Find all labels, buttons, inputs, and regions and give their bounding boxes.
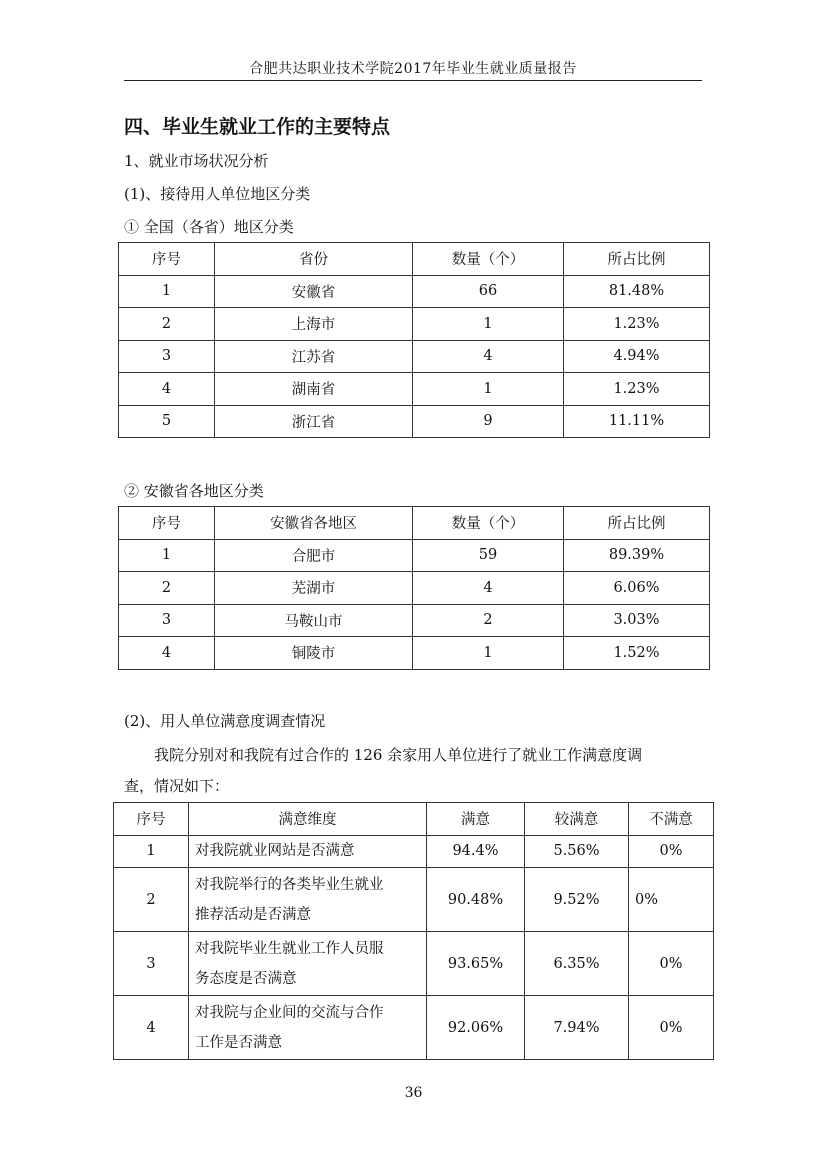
- table-cell: 浙江省: [215, 405, 413, 438]
- header-rule: [124, 80, 702, 81]
- table-cell: 马鞍山市: [215, 604, 413, 637]
- subsection-heading: (1)、接待用人单位地区分类: [124, 185, 311, 203]
- province-table: [118, 242, 710, 438]
- table-cell: 1: [413, 308, 564, 341]
- table-header-row: [119, 507, 710, 540]
- table-cell: 7.94%: [525, 996, 629, 1060]
- table-cell: 1.52%: [564, 637, 710, 670]
- intro-paragraph-line: 查，情况如下：: [124, 777, 230, 795]
- table-cell: 1.23%: [564, 373, 710, 406]
- table-cell: 上海市: [215, 308, 413, 341]
- table-cell: 2: [114, 868, 189, 932]
- table-cell: [189, 932, 427, 996]
- column-header: 所占比例: [564, 243, 710, 276]
- column-header: 满意: [427, 803, 525, 836]
- table-cell: 2: [119, 308, 215, 341]
- column-header: 较满意: [525, 803, 629, 836]
- table-cell: 6.35%: [525, 932, 629, 996]
- table-cell: 9.52%: [525, 868, 629, 932]
- table-cell: 芜湖市: [215, 572, 413, 605]
- table-row: [114, 835, 714, 868]
- column-header: 数量（个）: [413, 243, 564, 276]
- table-row: [119, 637, 710, 670]
- table-row: [119, 572, 710, 605]
- table-cell: 4: [119, 637, 215, 670]
- cell-line: 对我院与企业间的交流与合作: [195, 1004, 384, 1021]
- page-number: 36: [404, 1085, 423, 1101]
- table-row: [119, 308, 710, 341]
- table-header-row: [114, 803, 714, 836]
- table-row: [119, 405, 710, 438]
- table-caption: ① 全国（各省）地区分类: [124, 218, 294, 236]
- table-cell: 3: [114, 932, 189, 996]
- table-header-row: [119, 243, 710, 276]
- table-cell: 92.06%: [427, 996, 525, 1060]
- table-row: [119, 373, 710, 406]
- column-header: 安徽省各地区: [215, 507, 413, 540]
- table-cell: 1: [119, 275, 215, 308]
- table-cell: 5: [119, 405, 215, 438]
- table-cell: 3.03%: [564, 604, 710, 637]
- table-caption: ② 安徽省各地区分类: [124, 482, 264, 500]
- table-cell: 2: [413, 604, 564, 637]
- table-cell: 0%: [629, 868, 714, 932]
- table-cell: 93.65%: [427, 932, 525, 996]
- table-cell: 4.94%: [564, 340, 710, 373]
- table-cell: 4: [413, 572, 564, 605]
- table-cell: [189, 996, 427, 1060]
- table-cell: 9: [413, 405, 564, 438]
- table-row: [114, 996, 714, 1060]
- table-cell: 铜陵市: [215, 637, 413, 670]
- table-cell: 3: [119, 340, 215, 373]
- table-cell: 11.11%: [564, 405, 710, 438]
- table-cell: 1: [119, 539, 215, 572]
- table-cell: 66: [413, 275, 564, 308]
- table-cell: 90.48%: [427, 868, 525, 932]
- cell-line: 对我院毕业生就业工作人员服: [195, 940, 384, 957]
- table-cell: 0%: [629, 932, 714, 996]
- table-cell: 4: [413, 340, 564, 373]
- column-header: 满意维度: [189, 803, 427, 836]
- table-cell: 江苏省: [215, 340, 413, 373]
- table-cell: 0%: [629, 996, 714, 1060]
- table-row: [119, 275, 710, 308]
- cell-line: 工作是否满意: [195, 1034, 282, 1051]
- section-title: 四、毕业生就业工作的主要特点: [124, 116, 391, 138]
- satisfaction-table: [113, 802, 714, 1060]
- anhui-region-table: [118, 506, 710, 670]
- column-header: 所占比例: [564, 507, 710, 540]
- table-cell: 2: [119, 572, 215, 605]
- table-cell: 对我院就业网站是否满意: [189, 835, 427, 868]
- column-header: 省份: [215, 243, 413, 276]
- intro-paragraph-line: 我院分别对和我院有过合作的 126 余家用人单位进行了就业工作满意度调: [154, 746, 643, 764]
- cell-line: 务态度是否满意: [195, 970, 297, 987]
- table-cell: 5.56%: [525, 835, 629, 868]
- table-cell: 1: [413, 373, 564, 406]
- table-cell: 4: [114, 996, 189, 1060]
- table-cell: 3: [119, 604, 215, 637]
- table-row: [114, 868, 714, 932]
- column-header: 序号: [114, 803, 189, 836]
- column-header: 数量（个）: [413, 507, 564, 540]
- page-header: 合肥共达职业技术学院2017年毕业生就业质量报告: [249, 61, 577, 77]
- table-cell: 1: [114, 835, 189, 868]
- table-cell: 81.48%: [564, 275, 710, 308]
- table-cell: 6.06%: [564, 572, 710, 605]
- table-cell: 1.23%: [564, 308, 710, 341]
- table-cell: 安徽省: [215, 275, 413, 308]
- table-cell: 湖南省: [215, 373, 413, 406]
- table-cell: [189, 868, 427, 932]
- column-header: 序号: [119, 243, 215, 276]
- table-cell: 合肥市: [215, 539, 413, 572]
- cell-line: 对我院举行的各类毕业生就业: [195, 876, 384, 893]
- table-row: [119, 539, 710, 572]
- column-header: 不满意: [629, 803, 714, 836]
- table-row: [119, 340, 710, 373]
- cell-line: 推荐活动是否满意: [195, 906, 311, 923]
- subsection-heading: (2)、用人单位满意度调查情况: [124, 712, 326, 730]
- table-cell: 94.4%: [427, 835, 525, 868]
- table-row: [119, 604, 710, 637]
- table-cell: 89.39%: [564, 539, 710, 572]
- table-cell: 0%: [629, 835, 714, 868]
- table-row: [114, 932, 714, 996]
- table-cell: 59: [413, 539, 564, 572]
- subsection-heading: 1、就业市场状况分析: [124, 152, 269, 170]
- table-cell: 4: [119, 373, 215, 406]
- table-cell: 1: [413, 637, 564, 670]
- column-header: 序号: [119, 507, 215, 540]
